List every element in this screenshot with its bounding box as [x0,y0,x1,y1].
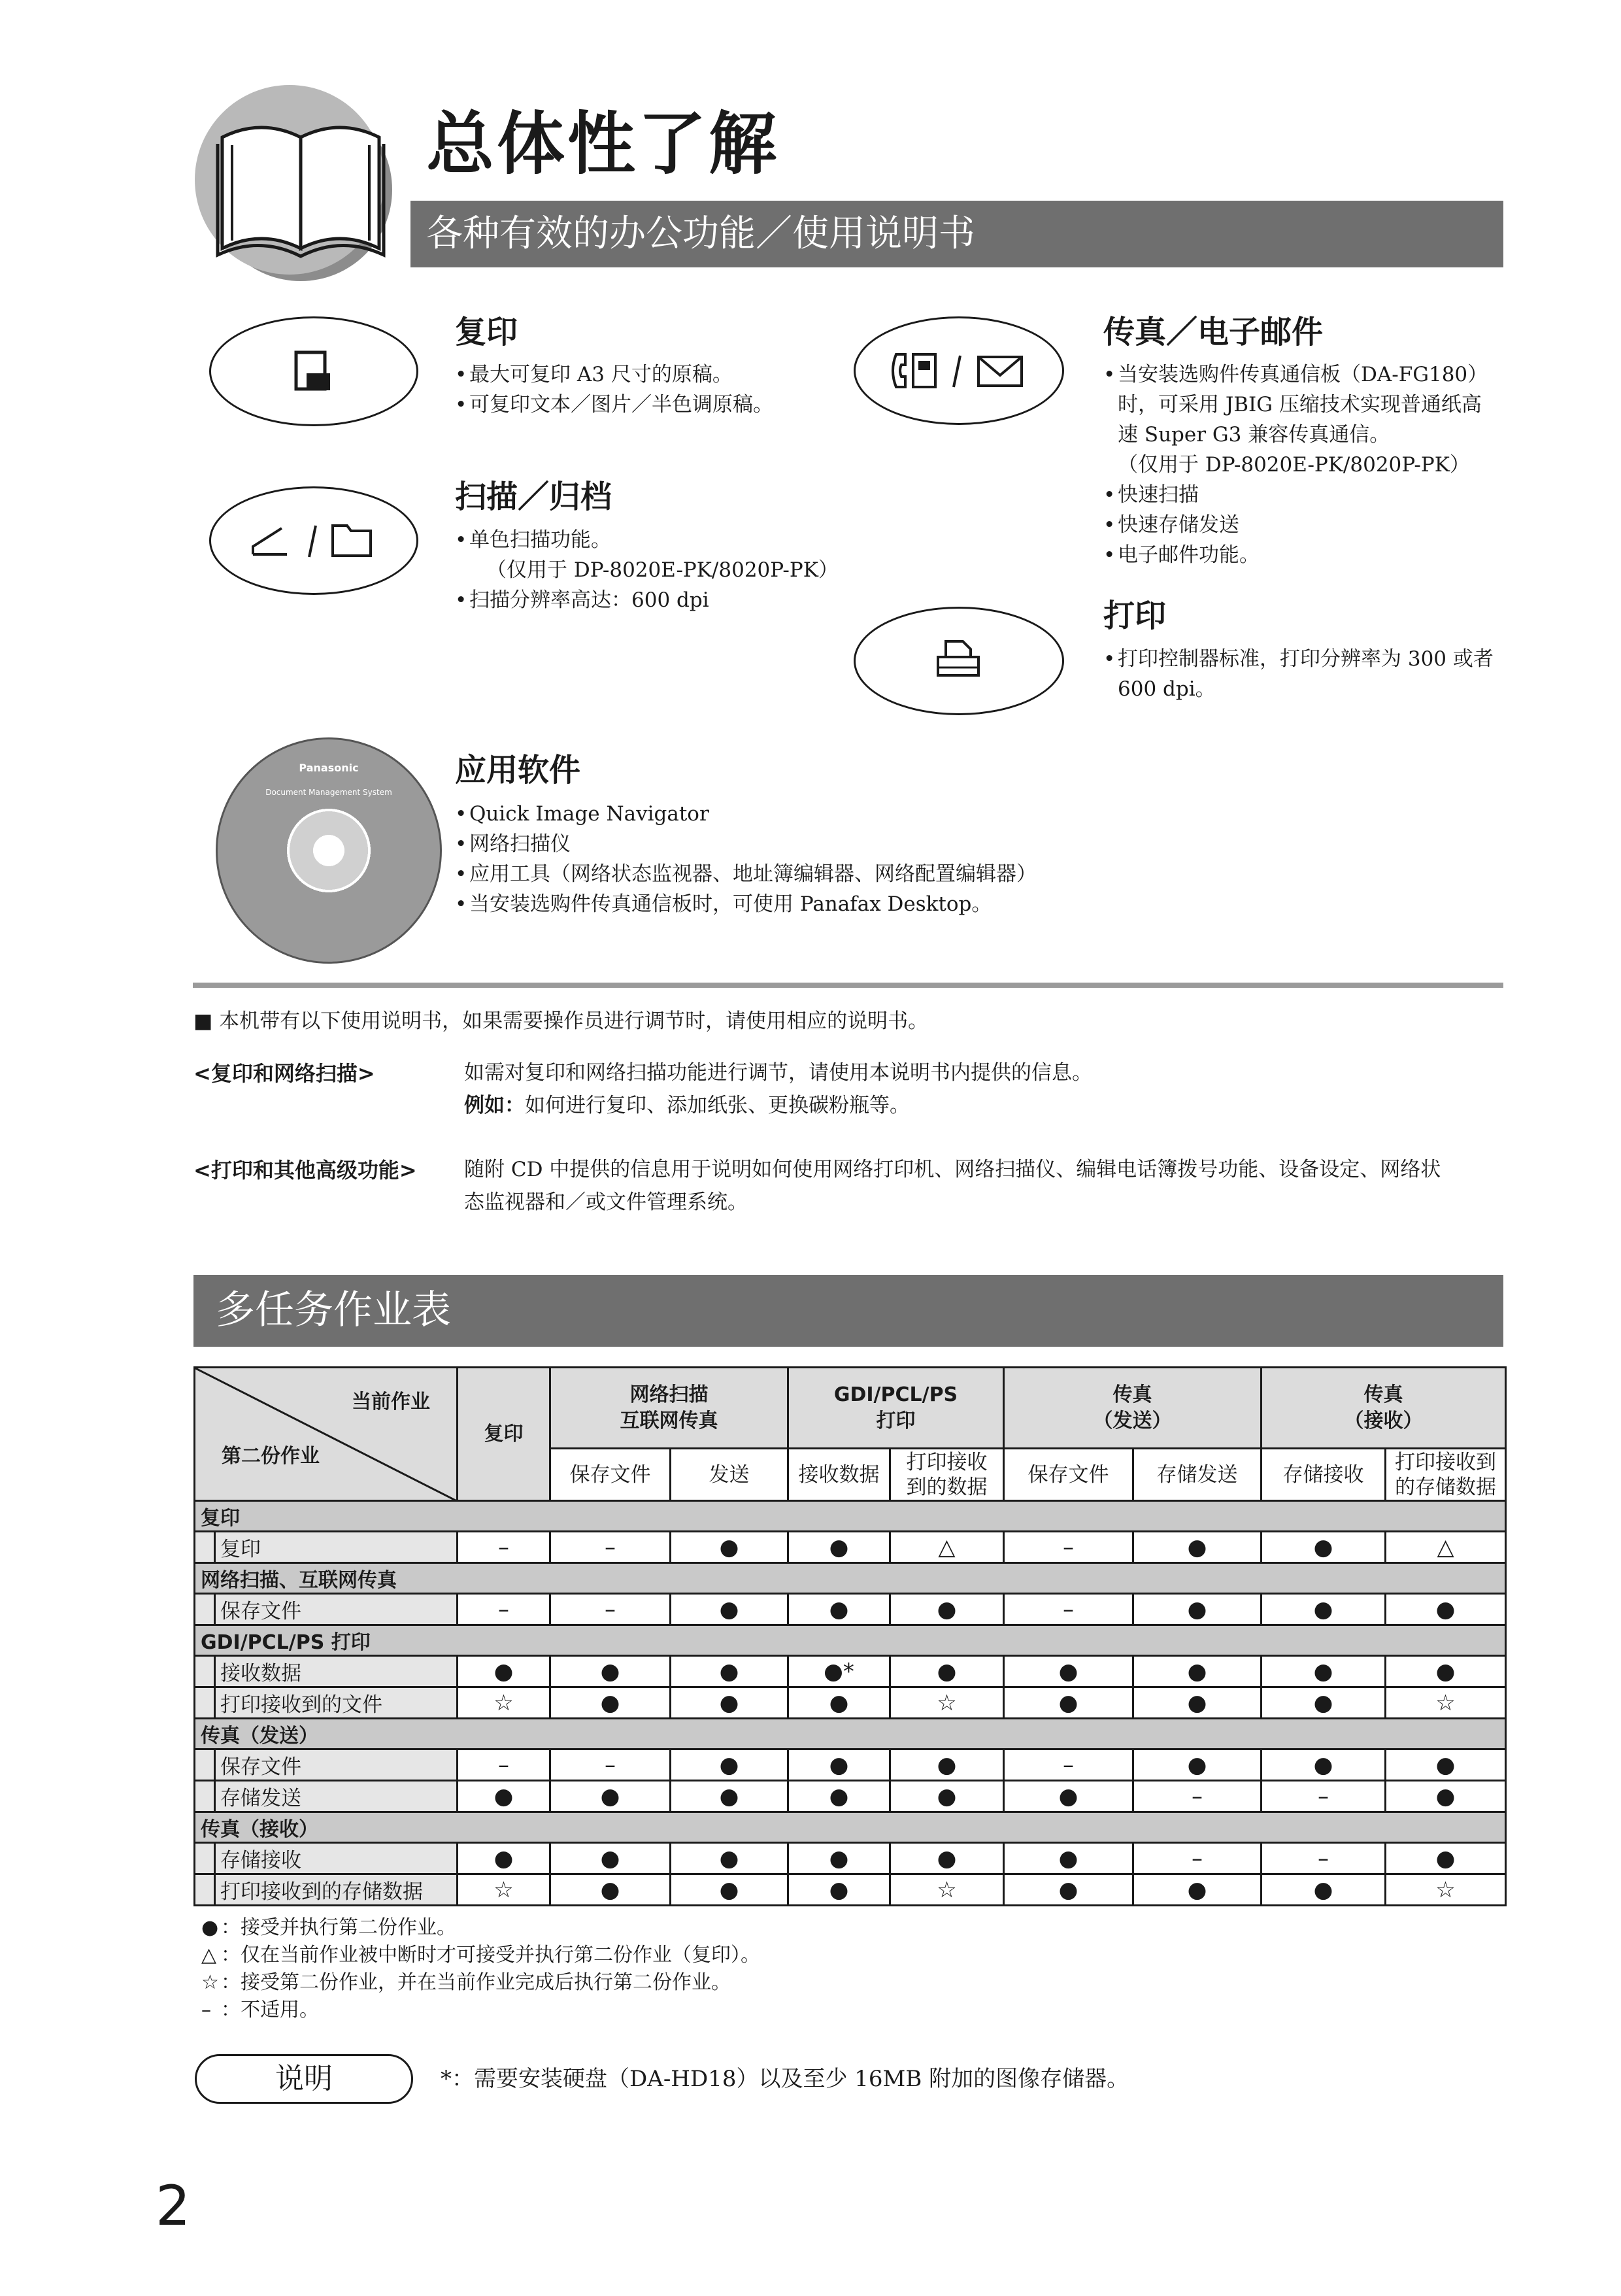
table-cell: ● [550,1687,671,1719]
manual-example [464,1089,1092,1122]
table-cell: ● [458,1781,550,1812]
table-cell: – [550,1594,671,1625]
list-item: • 电子邮件功能。 [1103,540,1488,570]
table-cell: ● [671,1781,788,1812]
copy-bullets [455,360,773,420]
printer-icon [935,637,981,681]
table-row [195,1843,1506,1874]
column-sub-header: 保存文件 [1004,1449,1133,1501]
table-cell: △ [890,1532,1004,1563]
table-cell: ●* [788,1656,890,1687]
fax-bullets [1103,360,1488,570]
column-sub-header: 发送 [671,1449,788,1501]
table-cell: ● [1262,1594,1386,1625]
table-row-label: 接收数据 [195,1656,458,1687]
legend-text: ：接受第二份作业，并在当前作业完成后执行第二份作业。 [221,1971,731,1994]
table-row-label: 复印 [195,1532,458,1563]
table-cell: ● [890,1843,1004,1874]
legend-symbol: △ [201,1944,217,1967]
table-row-label: 保存文件 [195,1749,458,1781]
list-item: • Quick Image Navigator [455,799,1037,829]
table-cell: ☆ [458,1874,550,1906]
table-cell: ● [890,1656,1004,1687]
table-cell: ● [550,1843,671,1874]
table-row [195,1532,1506,1563]
table-cell: ● [550,1656,671,1687]
cd-label: Document Management System [265,788,392,797]
manual-text-copy [464,1056,1092,1122]
table-cell: △ [1386,1532,1506,1563]
section-divider [193,983,1503,988]
list-item: • 快速存储发送 [1103,510,1488,540]
table-cell: ● [788,1874,890,1906]
table-cell: ● [458,1843,550,1874]
cd-image [216,737,442,964]
table-cell: ● [671,1874,788,1906]
cd-brand: Panasonic [299,762,359,774]
page-subtitle: 各种有效的办公功能／使用说明书 [426,212,975,255]
table-cell: – [458,1532,550,1563]
list-item: • 单色扫描功能。 [455,525,839,555]
table-cell: – [550,1749,671,1781]
table-cell: ● [1004,1781,1133,1812]
table-cell: ☆ [1386,1874,1506,1906]
multitask-table [193,1366,1507,1906]
software-bullets [455,799,1037,919]
scan-bullets [455,525,839,615]
table-cell: – [1133,1781,1262,1812]
example-text: 如何进行复印、添加纸张、更换碳粉瓶等。 [525,1094,910,1117]
table-cell: ● [671,1656,788,1687]
table-row [195,1594,1506,1625]
table-cell: ● [1133,1874,1262,1906]
corner-diagonal [195,1368,458,1502]
column-sub-header: 接收数据 [788,1449,890,1501]
list-item: • 当安装选购件传真通信板（DA-FG180） [1103,360,1488,390]
table-cell: ● [1133,1687,1262,1719]
legend-item [201,1997,760,2024]
table-row [195,1687,1506,1719]
legend-text: ：仅在当前作业被中断时才可接受并执行第二份作业（复印）。 [221,1944,760,1967]
table-cell: ● [1133,1594,1262,1625]
table-cell: ● [1386,1656,1506,1687]
table-cell: ● [890,1781,1004,1812]
print-title: 打印 [1103,598,1167,634]
table-cell: ● [1133,1532,1262,1563]
table-group-label: 传真（接收） [195,1812,1506,1843]
column-group-header: GDI/PCL/PS 打印 [788,1368,1004,1449]
table-cell: ☆ [890,1874,1004,1906]
legend-text: ：不适用。 [221,1999,319,2021]
list-item-continued: 时，可采用 JBIG 压缩技术实现普通纸高 [1118,393,1482,416]
table-row-label: 打印接收到的存储数据 [195,1874,458,1906]
table-cell: ● [671,1749,788,1781]
list-item-continued: 速 Super G3 兼容传真通信。 [1118,423,1390,447]
manual-line: 态监视器和／或文件管理系统。 [464,1190,748,1214]
legend-item [201,1969,760,1997]
note-text: *：需要安装硬盘（DA-HD18）以及至少 16MB 附加的图像存储器。 [441,2066,1129,2092]
table-cell: ● [788,1532,890,1563]
table-cell: ● [890,1594,1004,1625]
table-cell: ● [550,1781,671,1812]
list-item: • 当安装选购件传真通信板时，可使用 Panafax Desktop。 [455,889,1037,919]
copy-oval [209,316,418,426]
column-sub-header: 存储发送 [1133,1449,1262,1501]
legend-symbol: – [201,1999,211,2021]
example-label: 例如： [464,1094,525,1117]
table-group-row [195,1812,1506,1843]
print-bullets [1103,644,1494,704]
table-cell: – [1262,1781,1386,1812]
table-cell: ● [1262,1874,1386,1906]
legend-item [201,1914,760,1942]
column-group-header: 传真 （接收） [1262,1368,1506,1449]
table-cell: – [1133,1843,1262,1874]
table-cell: ● [458,1656,550,1687]
table-row-label: 保存文件 [195,1594,458,1625]
manual-label-print: <打印和其他高级功能> [193,1158,417,1183]
list-item: • 扫描分辨率高达：600 dpi [455,585,839,615]
table-cell: – [1004,1594,1133,1625]
table-cell: – [550,1532,671,1563]
column-sub-header: 打印接收到 的存储数据 [1386,1449,1506,1501]
legend [201,1914,760,2024]
table-cell: ● [788,1749,890,1781]
table-group-label: GDI/PCL/PS 打印 [195,1625,1506,1656]
table-row [195,1656,1506,1687]
table-cell: – [1004,1532,1133,1563]
page-title: 总体性了解 [426,104,780,184]
table-cell: ● [788,1687,890,1719]
table-group-row [195,1625,1506,1656]
table-cell: ● [550,1874,671,1906]
table-cell: ● [671,1843,788,1874]
print-oval [854,607,1064,715]
table-row-label: 存储接收 [195,1843,458,1874]
corner-second-job: 第二份作业 [222,1445,320,1468]
corner-current-job: 当前作业 [352,1391,430,1413]
table-corner-cell [195,1368,458,1501]
column-sub-header: 保存文件 [550,1449,671,1501]
list-item: • 快速扫描 [1103,480,1488,510]
table-cell: ● [1133,1656,1262,1687]
legend-symbol: ☆ [201,1971,219,1994]
table-row [195,1874,1506,1906]
page-number: 2 [156,2174,191,2238]
table-cell: ● [671,1594,788,1625]
column-sub-header: 打印接收 到的数据 [890,1449,1004,1501]
table-cell: ● [1262,1749,1386,1781]
copy-title: 复印 [455,314,518,350]
list-item: • 最大可复印 A3 尺寸的原稿。 [455,360,773,390]
note-label: 说明 [195,2054,413,2104]
list-item: • 应用工具（网络状态监视器、地址簿编辑器、网络配置编辑器） [455,859,1037,889]
section-title: 多任务作业表 [216,1287,451,1333]
table-cell: ● [1262,1532,1386,1563]
table-cell: ● [671,1687,788,1719]
column-group-header: 复印 [458,1368,550,1501]
fax-title: 传真／电子邮件 [1103,314,1324,350]
fax-email-icon [887,348,1031,394]
legend-item [201,1942,760,1969]
legend-symbol: ● [201,1916,219,1939]
table-cell: – [1262,1843,1386,1874]
scan-file-icon [249,518,380,564]
scan-oval [209,486,418,595]
table-cell: ☆ [890,1687,1004,1719]
column-group-header: 传真 （发送） [1004,1368,1262,1449]
copy-icon [293,350,333,393]
list-item: （仅用于 DP-8020E-PK/8020P-PK） [486,558,839,582]
table-row-label: 存储发送 [195,1781,458,1812]
list-item: • 网络扫描仪 [455,829,1037,859]
table-group-row [195,1501,1506,1532]
manual-line: 如需对复印和网络扫描功能进行调节，请使用本说明书内提供的信息。 [464,1061,1092,1085]
list-item: • 打印控制器标准，打印分辨率为 300 或者 [1103,644,1494,674]
table-cell: ● [788,1594,890,1625]
table-cell: ● [1386,1749,1506,1781]
table-row-label: 打印接收到的文件 [195,1687,458,1719]
table-cell: ☆ [458,1687,550,1719]
table-cell: ● [671,1532,788,1563]
table-cell: ● [788,1781,890,1812]
fax-oval [854,316,1064,425]
table-cell: – [458,1749,550,1781]
list-item: • 可复印文本／图片／半色调原稿。 [455,390,773,420]
table-row [195,1781,1506,1812]
table-cell: ● [1386,1594,1506,1625]
manual-line: 随附 CD 中提供的信息用于说明如何使用网络打印机、网络扫描仪、编辑电话簿拨号功能、设备设定、网络状 [464,1158,1441,1181]
table-cell: ● [1004,1874,1133,1906]
column-group-header: 网络扫描 互联网传真 [550,1368,788,1449]
manuals-intro: ■ 本机带有以下使用说明书，如果需要操作员进行调节时，请使用相应的说明书。 [193,1009,929,1033]
column-sub-header: 存储接收 [1262,1449,1386,1501]
table-cell: ● [890,1749,1004,1781]
list-item-continued: 600 dpi。 [1118,677,1216,701]
table-cell: ● [1004,1687,1133,1719]
table-group-label: 复印 [195,1501,1506,1532]
table-cell: ● [1004,1843,1133,1874]
software-title: 应用软件 [455,752,581,788]
table-cell: ● [1386,1843,1506,1874]
table-cell: ● [1262,1687,1386,1719]
table-cell: ● [1386,1781,1506,1812]
table-group-row [195,1719,1506,1749]
open-book-icon [212,111,389,268]
table-cell: ☆ [1386,1687,1506,1719]
table-group-row [195,1563,1506,1594]
scan-title: 扫描／归档 [455,479,612,515]
table-cell: – [1004,1749,1133,1781]
table-cell: ● [1262,1656,1386,1687]
table-cell: ● [1133,1749,1262,1781]
table-cell: ● [1004,1656,1133,1687]
table-cell: ● [788,1843,890,1874]
manual-text-print [464,1153,1441,1219]
table-row [195,1749,1506,1781]
list-item-continued: （仅用于 DP-8020E-PK/8020P-PK） [1118,453,1470,477]
table-cell: – [458,1594,550,1625]
manual-label-copy: <复印和网络扫描> [193,1061,375,1086]
table-group-label: 传真（发送） [195,1719,1506,1749]
legend-text: ：接受并执行第二份作业。 [221,1916,456,1939]
table-group-label: 网络扫描、互联网传真 [195,1563,1506,1594]
